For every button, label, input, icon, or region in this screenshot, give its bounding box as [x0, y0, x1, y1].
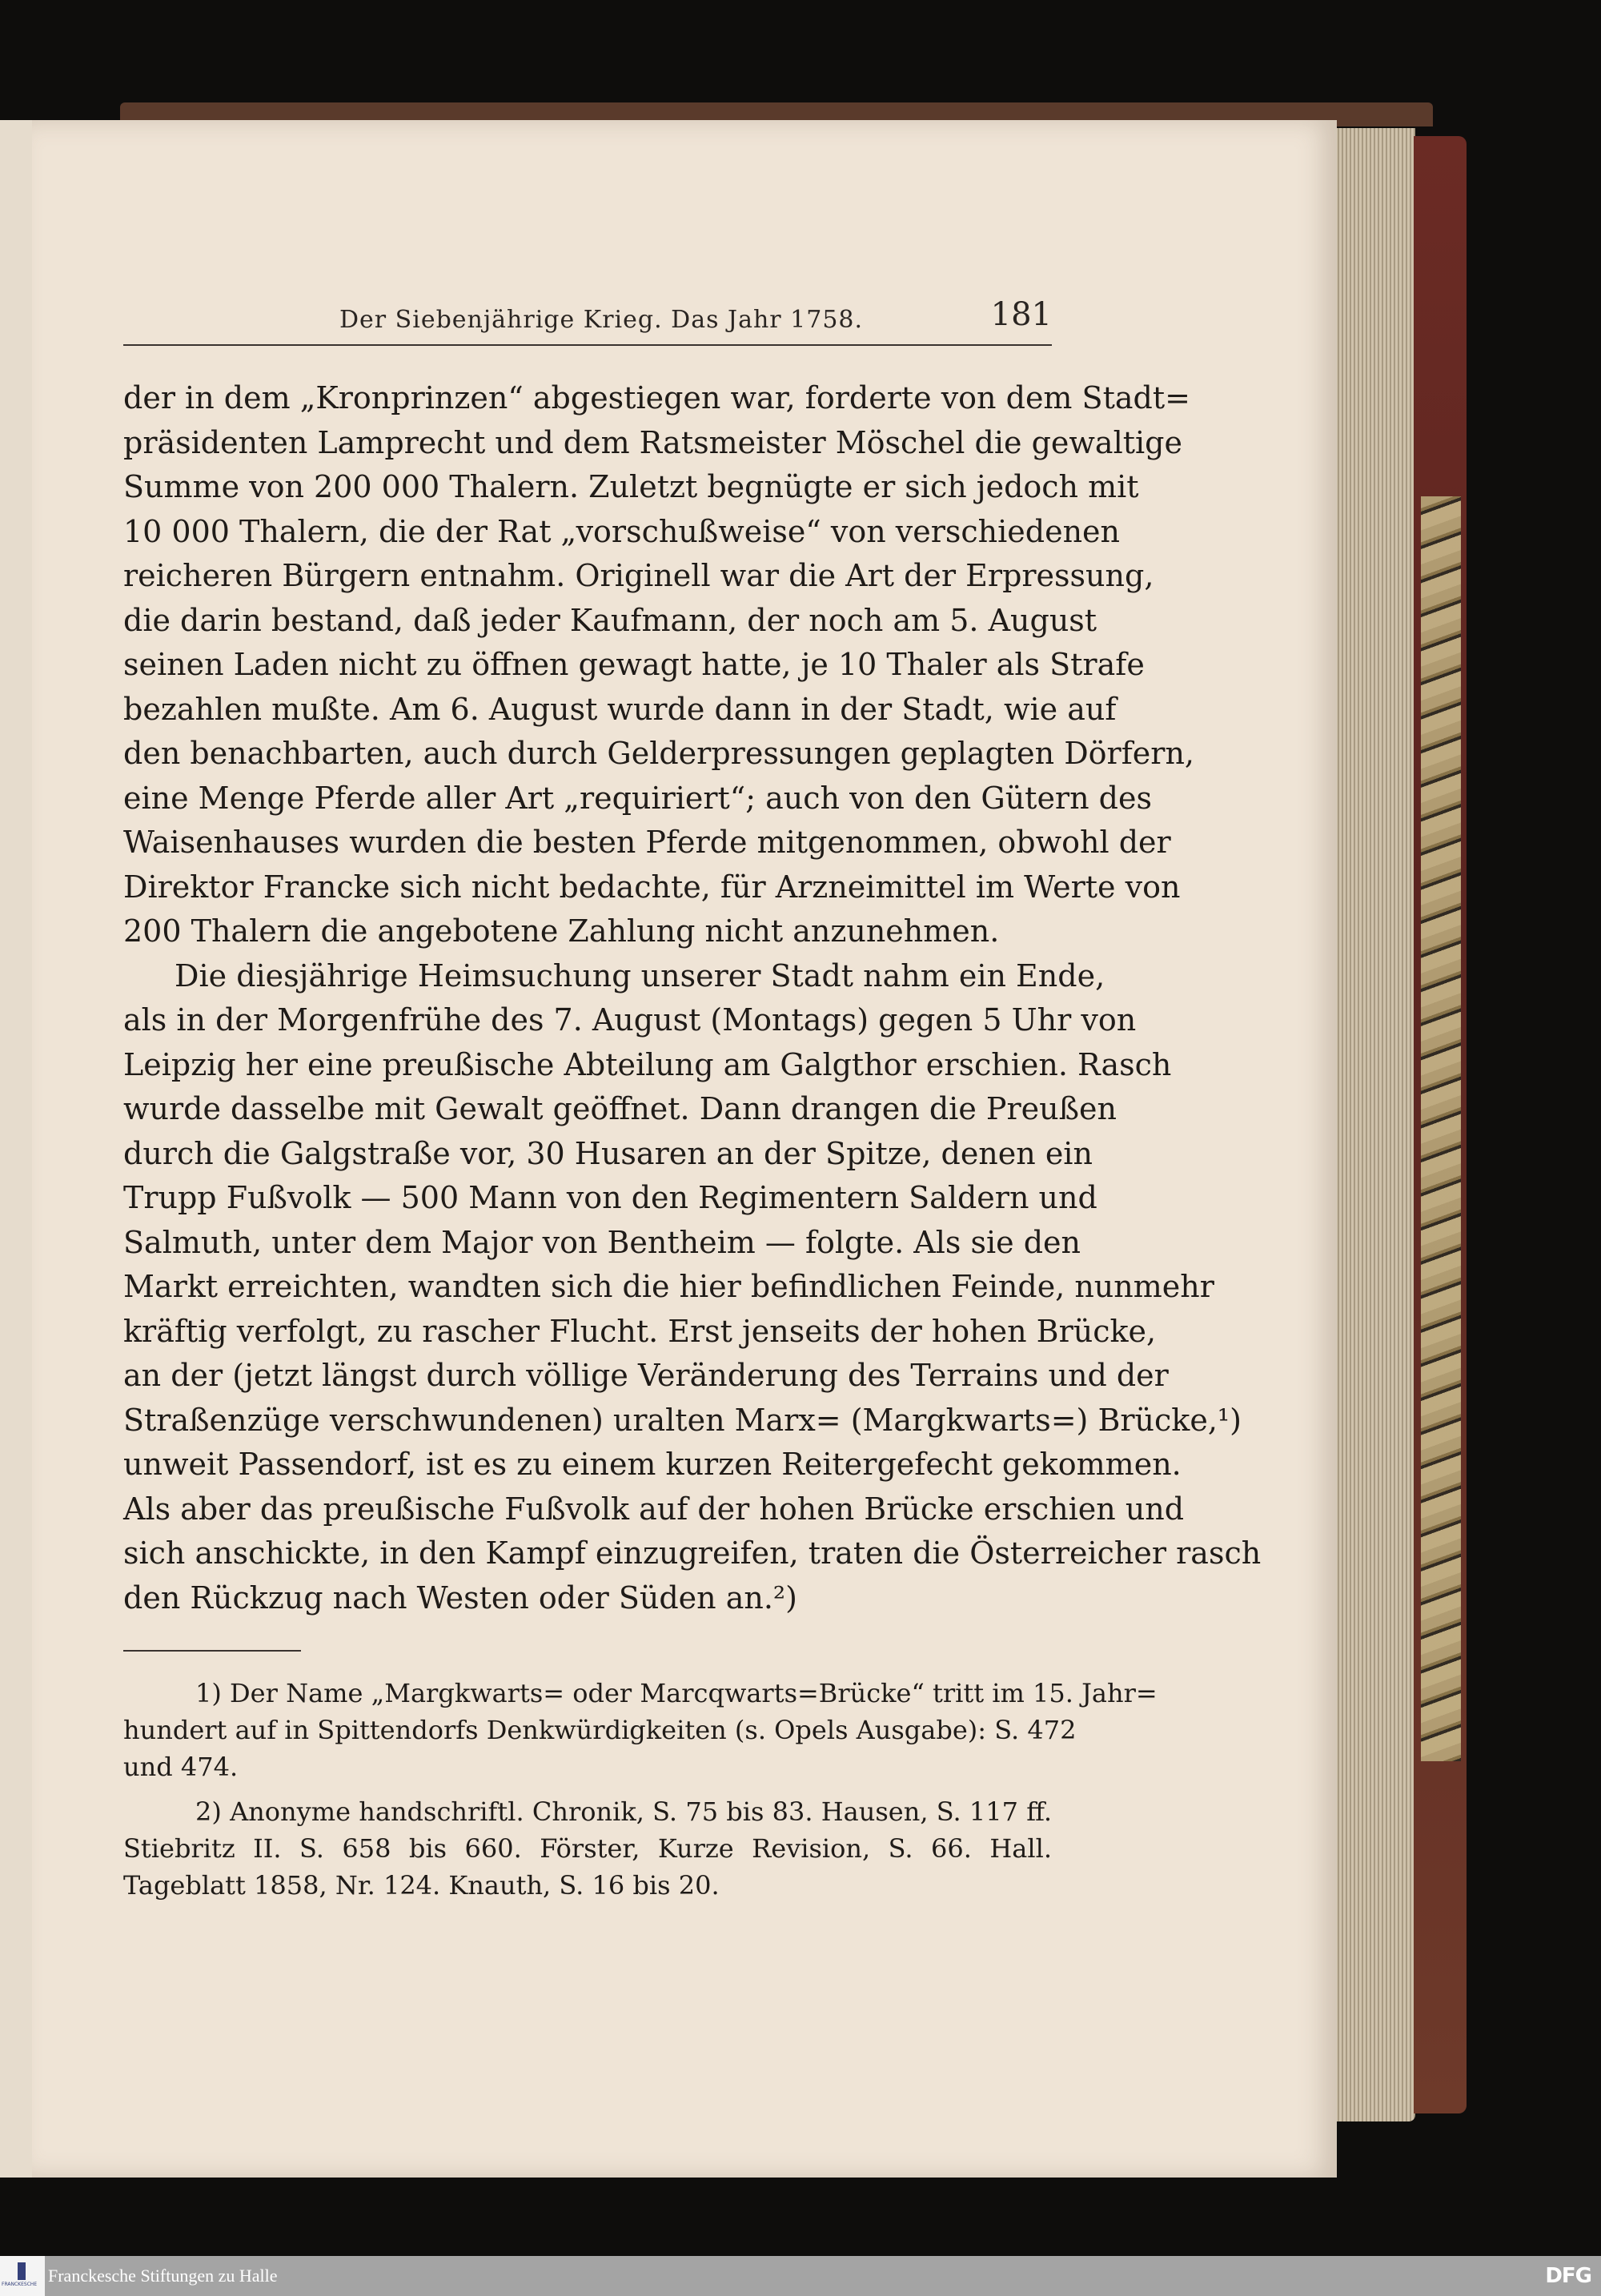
text-line: Leipzig her eine preußische Abteilung am Galgthor erschien. Rasch — [123, 1046, 1172, 1082]
text-line: Salmuth, unter dem Major von Bentheim — folgte. Als sie den — [123, 1224, 1081, 1260]
text-line: Markt erreichten, wandten sich die hier befindlichen Feinde, nunmehr — [123, 1269, 1214, 1304]
text-line: wurde dasselbe mit Gewalt geöffnet. Dann drangen die Preußen — [123, 1091, 1117, 1126]
text-line: 10 000 Thalern, die der Rat „vorschußweise“ von verschiedenen — [123, 513, 1121, 549]
page-header — [123, 296, 1052, 346]
text-line: 200 Thalern die angebotene Zahlung nicht anzunehmen. — [123, 913, 1000, 949]
marbled-cover-paper — [1421, 496, 1461, 1761]
footnotes — [123, 1675, 1158, 1904]
text-line: sich anschickte, in den Kampf einzugreifen, traten die Österreicher rasch — [123, 1535, 1262, 1571]
body-text — [123, 376, 1262, 1620]
text-line: kräftig verfolgt, zu rascher Flucht. Erst jenseits der hohen Brücke, — [123, 1313, 1157, 1349]
text-line: präsidenten Lamprecht und dem Ratsmeister Möschel die gewaltige — [123, 424, 1182, 460]
text-line: den Rückzug nach Westen oder Süden an.²) — [123, 1580, 797, 1616]
footnote-line: 1) Der Name „Margkwarts= oder Marcqwarts=Brücke“ tritt im 15. Jahr= — [195, 1678, 1158, 1708]
page-number: 181 — [990, 296, 1052, 333]
footnote-line: und 474. — [123, 1752, 239, 1782]
text-line: Straßenzüge verschwundenen) uralten Marx= (Margkwarts=) Brücke,¹) — [123, 1402, 1242, 1438]
text-line: Die diesjährige Heimsuchung unserer Stadt nahm ein Ende, — [175, 957, 1105, 993]
footnote-rule — [123, 1650, 301, 1652]
footnote-line: Tageblatt 1858, Nr. 124. Knauth, S. 16 bis 20. — [123, 1870, 720, 1901]
viewer-footer-bar — [0, 2256, 1601, 2296]
text-line: Summe von 200 000 Thalern. Zuletzt begnügte er sich jedoch mit — [123, 469, 1139, 504]
dfg-logo[interactable]: DFG — [1545, 2264, 1591, 2288]
text-line: eine Menge Pferde aller Art „requiriert“; auch von den Gütern des — [123, 780, 1152, 816]
text-line: der in dem „Kronprinzen“ abgestiegen war, forderte von dem Stadt= — [123, 380, 1190, 415]
text-line: die darin bestand, daß jeder Kaufmann, der noch am 5. August — [123, 602, 1097, 638]
text-line: seinen Laden nicht zu öffnen gewagt hatte, je 10 Thaler als Strafe — [123, 647, 1145, 682]
text-line: an der (jetzt längst durch völlige Veränderung des Terrains und der — [123, 1358, 1169, 1393]
facing-page-edge — [0, 120, 34, 2178]
text-line: Direktor Francke sich nicht bedachte, für Arzneimittel im Werte von — [123, 869, 1181, 905]
text-line: reicheren Bürgern entnahm. Originell war die Art der Erpressung, — [123, 558, 1154, 593]
footnote-line: Stiebritz II. S. 658 bis 660. Förster, Kurze Revision, S. 66. Hall. — [123, 1833, 1052, 1864]
text-line: unweit Passendorf, ist es zu einem kurzen Reitergefecht gekommen. — [123, 1447, 1182, 1482]
text-line: bezahlen mußte. Am 6. August wurde dann in der Stadt, wie auf — [123, 691, 1117, 727]
running-title: Der Siebenjährige Krieg. Das Jahr 1758. — [339, 306, 864, 334]
institution-logo[interactable]: FRANCKESCHE — [0, 2256, 45, 2296]
page-block-edges — [1335, 128, 1415, 2121]
text-line: Waisenhauses wurden die besten Pferde mitgenommen, obwohl der — [123, 825, 1171, 860]
text-line: durch die Galgstraße vor, 30 Husaren an der Spitze, denen ein — [123, 1135, 1093, 1171]
institution-name[interactable]: Franckesche Stiftungen zu Halle — [48, 2266, 278, 2286]
footnote-line: 2) Anonyme handschriftl. Chronik, S. 75 bis 83. Hausen, S. 117 ff. — [195, 1796, 1052, 1827]
footnote-line: hundert auf in Spittendorfs Denkwürdigkeiten (s. Opels Ausgabe): S. 472 — [123, 1715, 1077, 1745]
text-line: Als aber das preußische Fußvolk auf der hohen Brücke erschien und — [123, 1491, 1185, 1527]
text-line: als in der Morgenfrühe des 7. August (Montags) gegen 5 Uhr von — [123, 1002, 1137, 1038]
text-line: den benachbarten, auch durch Gelderpressungen geplagten Dörfern, — [123, 736, 1194, 771]
text-line: Trupp Fußvolk — 500 Mann von den Regimentern Saldern und — [123, 1180, 1097, 1215]
